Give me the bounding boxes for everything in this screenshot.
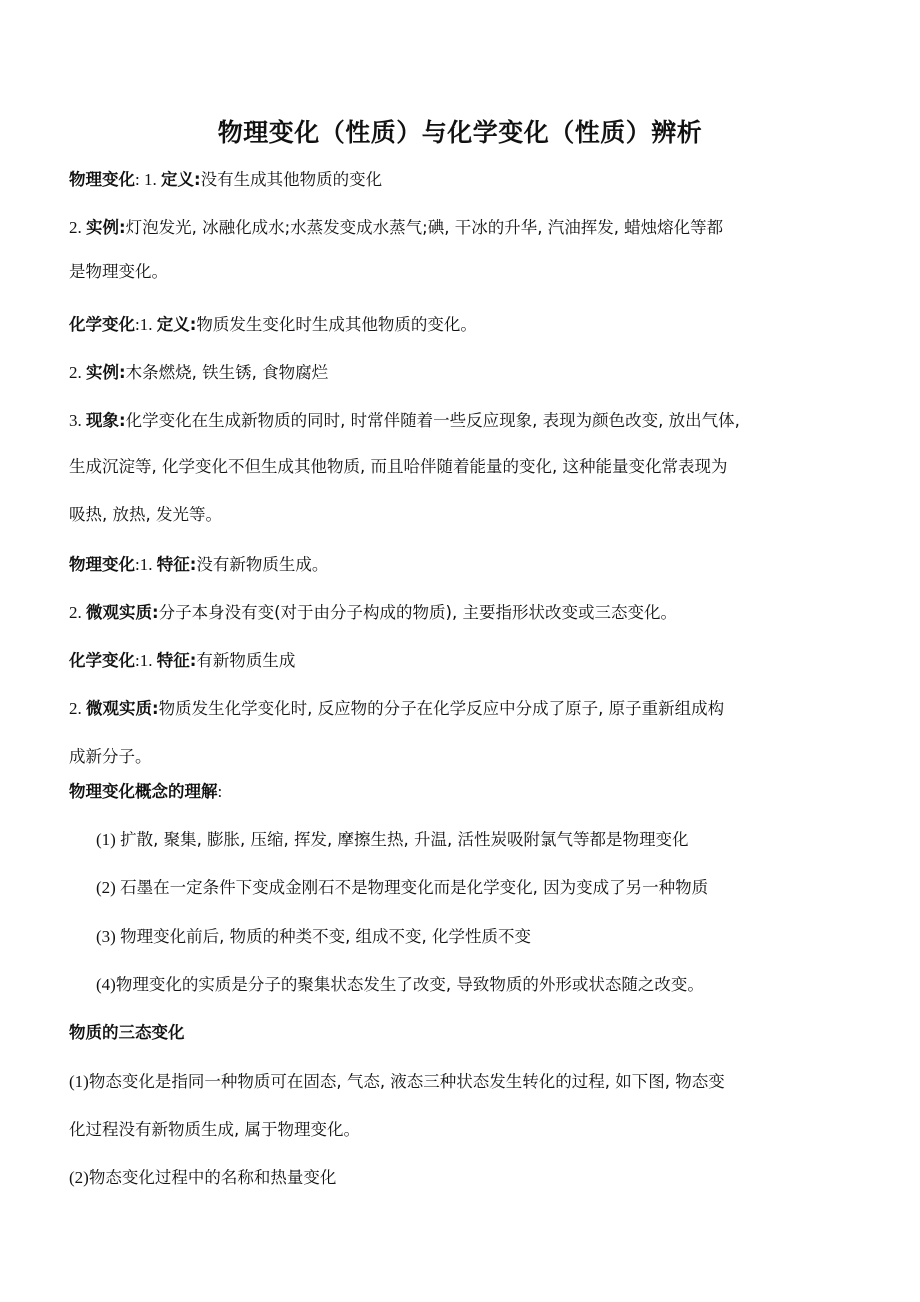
text-line	[69, 780, 222, 804]
text-line	[69, 1021, 185, 1045]
line-number: 2.	[69, 363, 86, 382]
line-label: 特征:	[156, 555, 197, 574]
text-line	[96, 828, 689, 852]
line-text: 物态变化过程中的名称和热量变化	[88, 1168, 337, 1187]
text-line	[69, 168, 382, 192]
line-label: 定义:	[160, 170, 201, 189]
line-heading: 物理变化	[69, 170, 135, 189]
line-text: 分子本身没有变(对于由分子构成的物质), 主要指形状改变或三态变化。	[158, 603, 677, 622]
text-line	[69, 1118, 360, 1142]
line-text: 物态变化是指同一种物质可在固态, 气态, 液态三种状态发生转化的过程, 如下图, 物态变	[88, 1072, 725, 1091]
line-text: 化过程没有新物质生成, 属于物理变化。	[69, 1120, 360, 1139]
line-label: 定义:	[156, 315, 197, 334]
line-number: 2.	[69, 603, 86, 622]
text-line	[69, 1166, 336, 1190]
line-number: (4)	[96, 975, 116, 994]
line-number: (1)	[96, 830, 121, 849]
line-number: :	[217, 782, 223, 801]
line-heading: 化学变化	[69, 315, 135, 334]
line-number: 2.	[69, 218, 86, 237]
line-text: 木条燃烧, 铁生锈, 食物腐烂	[125, 363, 329, 382]
text-line	[69, 697, 724, 721]
line-label: 微观实质:	[86, 699, 159, 718]
line-heading: 物质的三态变化	[69, 1023, 185, 1042]
page-title: 物理变化（性质）与化学变化（性质）辨析	[217, 118, 703, 147]
line-heading: 物理变化	[69, 555, 135, 574]
line-text: 灯泡发光, 冰融化成水;水蒸发变成水蒸气;碘, 干冰的升华, 汽油挥发, 蜡烛熔化等都	[125, 218, 724, 237]
line-text: 石墨在一定条件下变成金刚石不是物理变化而是化学变化, 因为变成了另一种物质	[120, 878, 709, 897]
text-line	[69, 745, 152, 769]
line-text: 没有生成其他物质的变化	[200, 170, 383, 189]
line-label: 现象:	[86, 411, 126, 430]
line-number: : 1.	[135, 170, 161, 189]
line-heading: 物理变化概念的理解	[69, 782, 218, 801]
text-line	[69, 361, 328, 385]
text-line	[69, 553, 328, 577]
line-label: 实例:	[86, 363, 126, 382]
text-line	[96, 973, 704, 997]
line-number: :1.	[135, 315, 157, 334]
line-text: 物质发生化学变化时, 反应物的分子在化学反应中分成了原子, 原子重新组成构	[158, 699, 725, 718]
line-number: (3)	[96, 927, 121, 946]
text-line	[69, 216, 723, 240]
text-line	[69, 260, 168, 284]
line-label: 实例:	[86, 218, 126, 237]
line-text: 没有新物质生成。	[196, 555, 329, 574]
text-line	[96, 876, 708, 900]
text-line	[69, 1070, 725, 1094]
text-line	[69, 455, 727, 479]
text-line	[69, 601, 677, 625]
line-text: 扩散, 聚集, 膨胀, 压缩, 挥发, 摩擦生热, 升温, 活性炭吸附氯气等都是物理变化	[120, 830, 689, 849]
line-text: 有新物质生成	[196, 651, 296, 670]
text-line	[96, 925, 531, 949]
line-text: 物质发生变化时生成其他物质的变化。	[196, 315, 477, 334]
text-line	[69, 313, 477, 337]
line-text: 化学变化在生成新物质的同时, 时常伴随着一些反应现象, 表现为颜色改变, 放出气体,	[125, 411, 740, 430]
line-text: 生成沉淀等, 化学变化不但生成其他物质, 而且哈伴随着能量的变化, 这种能量变化常表现为	[69, 457, 728, 476]
line-label: 微观实质:	[86, 603, 159, 622]
line-number: 2.	[69, 699, 86, 718]
line-text: 吸热, 放热, 发光等。	[69, 505, 222, 524]
line-text: 成新分子。	[69, 747, 152, 766]
line-number: (1)	[69, 1072, 89, 1091]
line-number: :1.	[135, 555, 157, 574]
line-text: 物理变化的实质是分子的聚集状态发生了改变, 导致物质的外形或状态随之改变。	[115, 975, 704, 994]
line-number: 3.	[69, 411, 86, 430]
line-text: 物理变化前后, 物质的种类不变, 组成不变, 化学性质不变	[120, 927, 532, 946]
line-heading: 化学变化	[69, 651, 135, 670]
line-number: (2)	[69, 1168, 89, 1187]
text-line	[69, 503, 222, 527]
line-text: 是物理变化。	[69, 262, 168, 281]
line-number: :1.	[135, 651, 157, 670]
text-line	[69, 409, 740, 433]
line-number: (2)	[96, 878, 121, 897]
text-line	[69, 649, 295, 673]
line-label: 特征:	[156, 651, 197, 670]
